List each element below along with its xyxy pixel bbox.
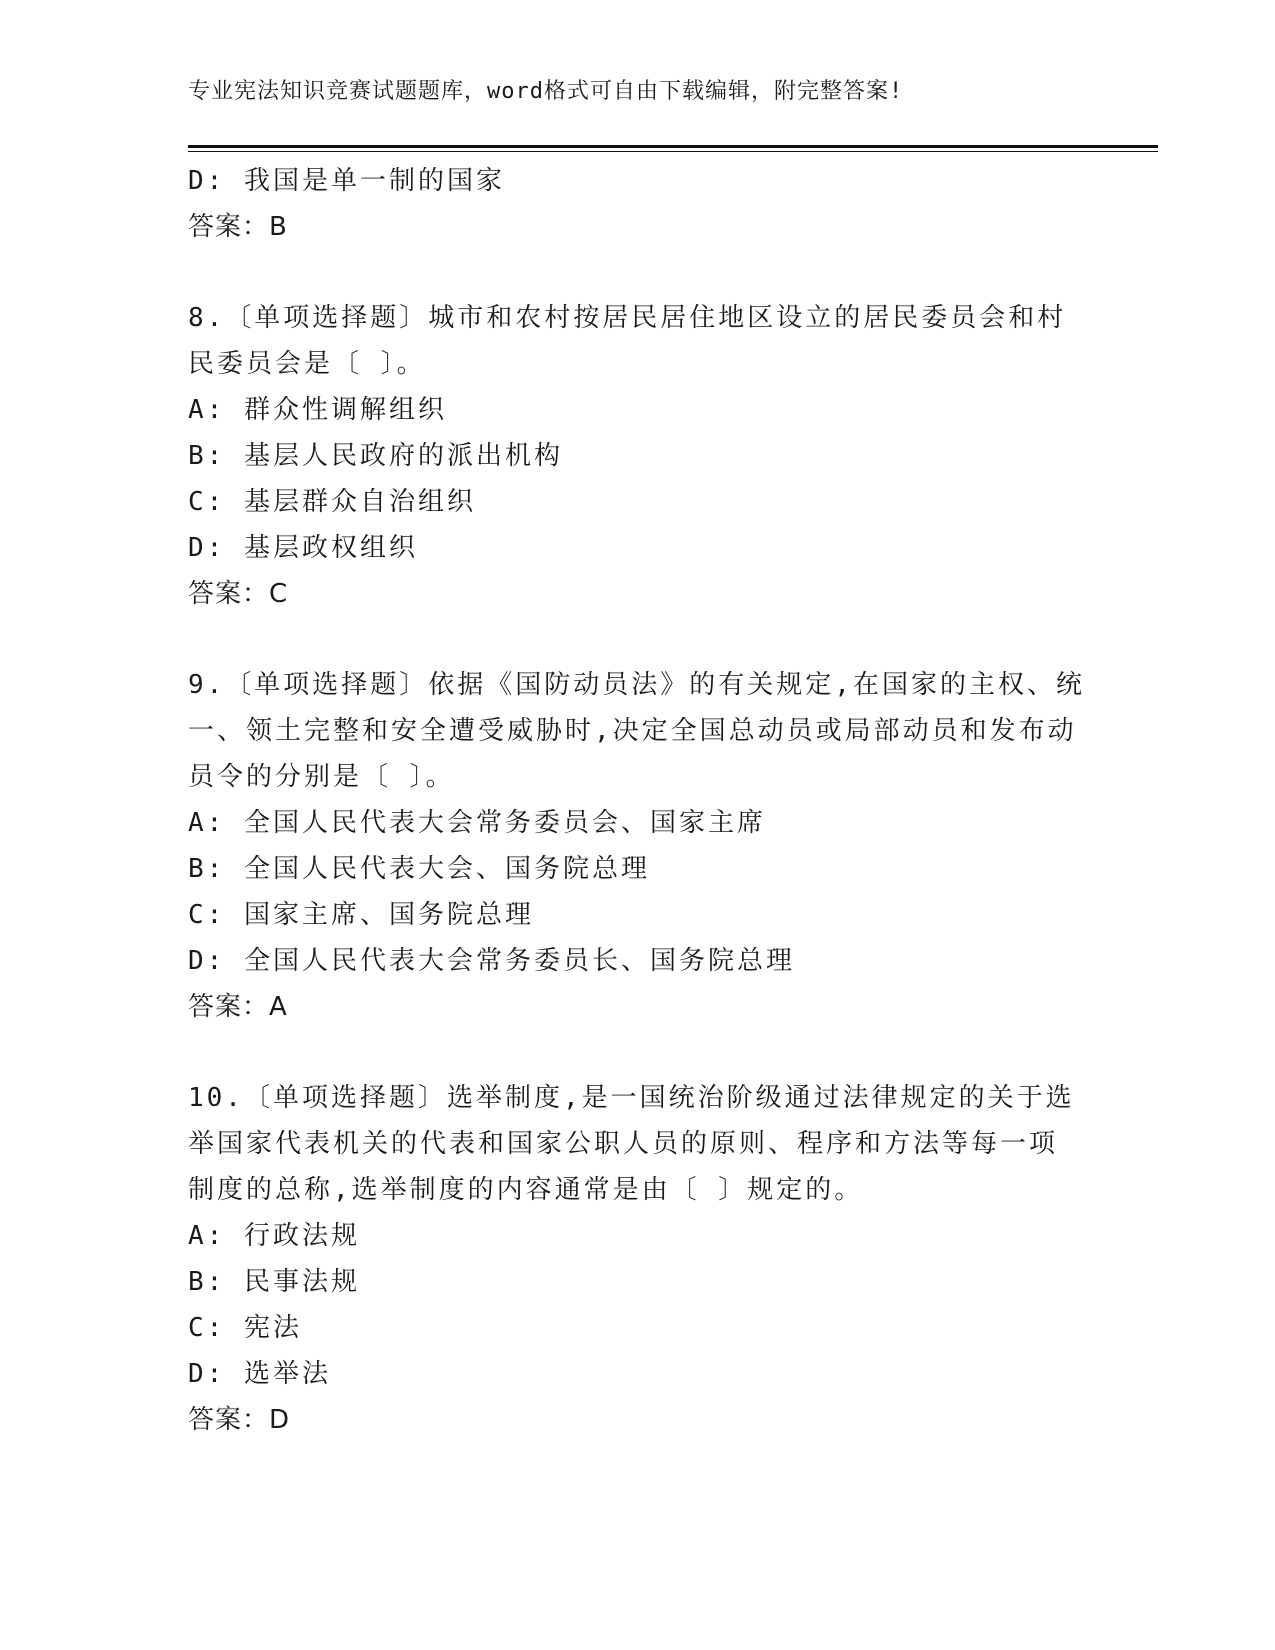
option-c: C: 基层群众自治组织: [188, 487, 476, 517]
option-b: B: 全国人民代表大会、国务院总理: [188, 854, 650, 884]
header-rule-thin: [188, 151, 1158, 152]
question-block-10: [188, 1075, 1088, 1443]
answer-line: 答案：C: [188, 579, 289, 609]
option-d: D: 选举法: [188, 1359, 331, 1389]
question-stem-line: 举国家代表机关的代表和国家公职人员的原则、程序和方法等每一项: [188, 1129, 1059, 1159]
question-stem-line: 9.〔单项选择题〕依据《国防动员法》的有关规定,在国家的主权、统: [188, 670, 1085, 700]
option-b: B: 民事法规: [188, 1267, 360, 1297]
option-a: A: 全国人民代表大会常务委员会、国家主席: [188, 808, 766, 838]
option-d: D: 我国是单一制的国家: [188, 166, 505, 196]
question-stem-line: 8.〔单项选择题〕城市和农村按居民居住地区设立的居民委员会和村: [188, 303, 1067, 333]
question-content: [188, 158, 1088, 1443]
page-header: 专业宪法知识竞赛试题题库，word格式可自由下载编辑，附完整答案!: [188, 79, 904, 104]
question-block-8: [188, 295, 1088, 617]
question-stem-line: 一、领土完整和安全遭受威胁时,决定全国总动员或局部动员和发布动: [188, 716, 1077, 746]
spacer: [188, 1030, 1088, 1075]
spacer: [188, 617, 1088, 662]
option-b: B: 基层人民政府的派出机构: [188, 441, 563, 471]
option-d: D: 全国人民代表大会常务委员长、国务院总理: [188, 946, 795, 976]
answer-line: 答案：D: [188, 1405, 291, 1435]
option-a: A: 行政法规: [188, 1221, 360, 1251]
question-block-9: [188, 662, 1088, 1030]
answer-line: 答案：A: [188, 992, 288, 1022]
question-stem-line: 制度的总称,选举制度的内容通常是由〔 〕规定的。: [188, 1175, 864, 1205]
option-c: C: 宪法: [188, 1313, 302, 1343]
option-a: A: 群众性调解组织: [188, 395, 447, 425]
question-stem-line: 民委员会是〔 〕。: [188, 349, 426, 379]
header-rule-thick: [188, 145, 1158, 148]
question-stem-line: 员令的分别是〔 〕。: [188, 762, 455, 792]
answer-line: 答案：B: [188, 212, 288, 242]
question-stem-line: 10.〔单项选择题〕选举制度,是一国统治阶级通过法律规定的关于选: [188, 1083, 1075, 1113]
option-c: C: 国家主席、国务院总理: [188, 900, 534, 930]
question-block-7: [188, 158, 1088, 250]
option-d: D: 基层政权组织: [188, 533, 418, 563]
spacer: [188, 250, 1088, 295]
